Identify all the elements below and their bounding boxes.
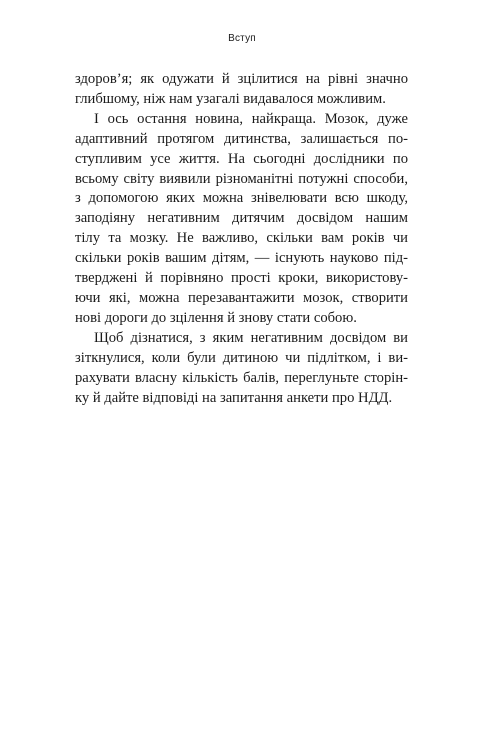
text-line: тілу та мозку. Не важливо, скільки вам років чи (75, 230, 408, 247)
text-line: глибшому, ніж нам узагалі видавалося можливим. (75, 90, 386, 107)
text-line: тверджені й порівняно прості кроки, використову- (75, 270, 408, 287)
text-line: з допомогою яких можна знівелювати всю шкоду, (75, 190, 408, 207)
text-line: ступливим усе життя. На сьогодні дослідники по (75, 150, 408, 167)
text-line: адаптивний протягом дитинства, залишається по- (75, 130, 408, 147)
text-line: нові дороги до зцілення й знову стати собою. (75, 309, 357, 326)
text-line: Щоб дізнатися, з яким негативним досвідом ви (94, 329, 408, 346)
text-line: ку й дайте відповіді на запитання анкети про НДД. (75, 389, 393, 406)
paragraph-2 (75, 110, 408, 329)
text-line: всьому світу виявили різноманітні потужні способи, (75, 170, 408, 187)
text-line: здоров’я; як одужати й зцілитися на рівні значно (75, 71, 408, 87)
text-line: скільки років вашим дітям, — існують науково під- (75, 250, 408, 267)
text-line: ючи які, можна перезавантажити мозок, створити (75, 289, 408, 306)
text-line: І ось остання новина, найкраща. Мозок, дуже (94, 110, 408, 127)
text-line: зіткнулися, коли були дитиною чи підлітком, і ви- (75, 349, 408, 366)
running-header: Вступ (228, 33, 256, 44)
text-line: рахувати власну кількість балів, переглуньте сторін- (75, 369, 408, 386)
text-line: заподіяну негативним дитячим досвідом нашим (75, 210, 408, 227)
paragraph-3 (75, 329, 408, 409)
body-text (75, 70, 408, 408)
paragraph-1 (75, 70, 408, 110)
